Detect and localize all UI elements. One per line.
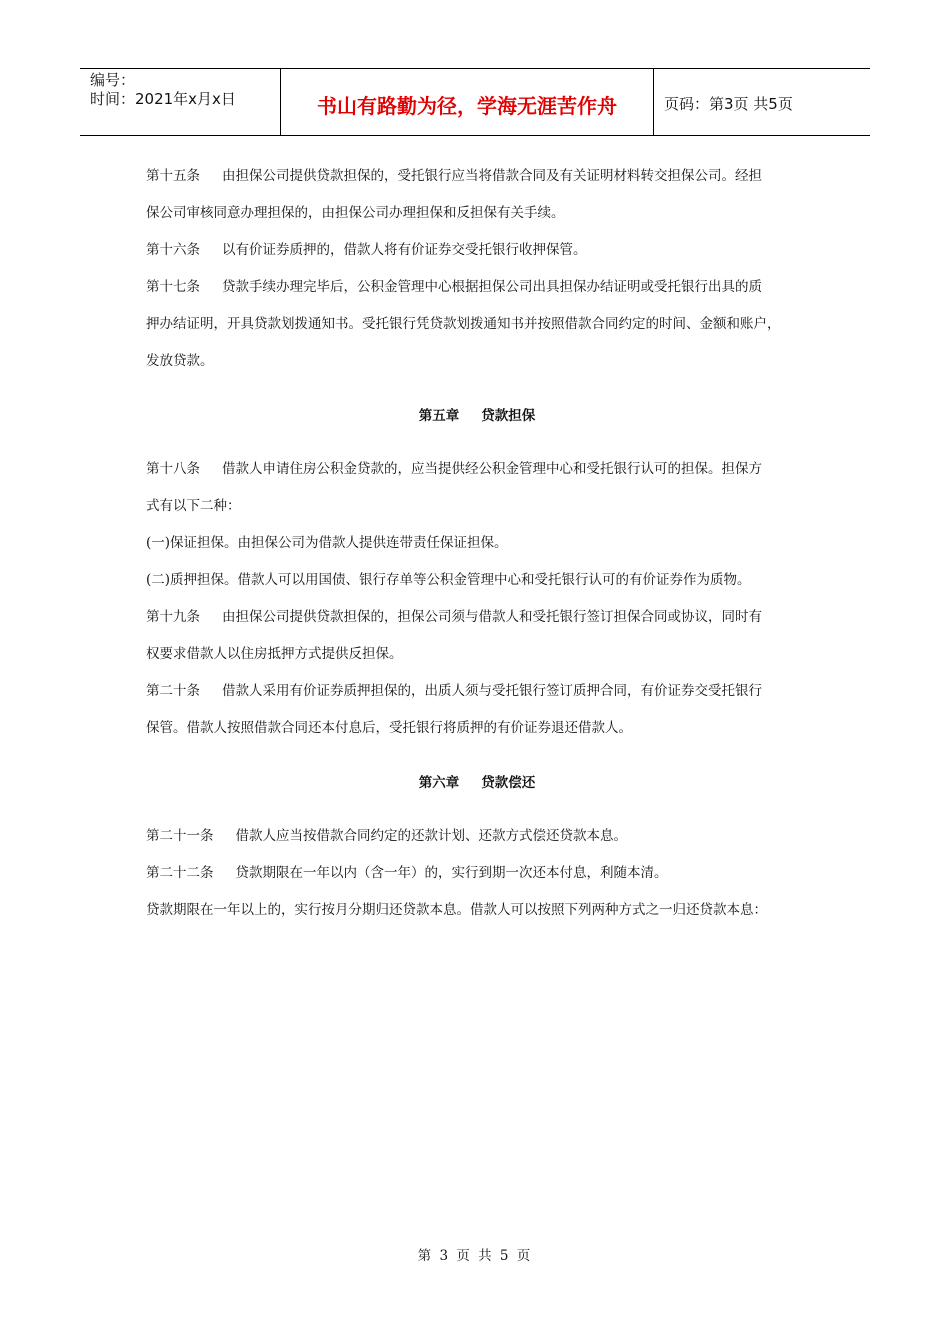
- article-text: 以有价证券质押的，借款人将有价证券交受托银行收押保管。: [222, 242, 587, 258]
- article-17-cont: 押办结证明，开具贷款划拨通知书。受托银行凭贷款划拨通知书并按照借款合同约定的时间、金额和账户，: [146, 316, 781, 332]
- chapter-5-heading: [146, 398, 808, 435]
- article-number: 第十六条: [146, 242, 200, 258]
- list-item-guarantee: (一)保证担保。由担保公司为借款人提供连带责任保证担保。: [146, 535, 508, 551]
- header-page-label: 页码：第3页 共5页: [664, 94, 793, 113]
- article-22: [146, 855, 808, 892]
- article-15-cont: 保公司审核同意办理担保的，由担保公司办理担保和反担保有关手续。: [146, 205, 565, 221]
- article-text: 借款人应当按借款合同约定的还款计划、还款方式偿还贷款本息。: [235, 828, 627, 844]
- article-19-cont: 权要求借款人以住房抵押方式提供反担保。: [146, 646, 403, 662]
- list-item-pledge: (二)质押担保。借款人可以用国债、银行存单等公积金管理中心和受托银行认可的有价证券作为质物。: [146, 572, 751, 588]
- chapter-6-heading: [146, 765, 808, 802]
- page-footer: 第 3 页 共 5 页: [417, 1248, 533, 1264]
- article-number: 第十八条: [146, 461, 200, 477]
- article-text: 借款人采用有价证券质押担保的，出质人须与受托银行签订质押合同，有价证券交受托银行: [222, 683, 762, 699]
- document-body: [146, 158, 808, 929]
- article-20-cont: 保管。借款人按照借款合同还本付息后，受托银行将质押的有价证券退还借款人。: [146, 720, 632, 736]
- header-motto: 书山有路勤为径，学海无涯苦作舟: [281, 69, 654, 135]
- article-15: [146, 158, 808, 195]
- article-text: 贷款手续办理完毕后，公积金管理中心根据担保公司出具担保办结证明或受托银行出具的质: [222, 279, 762, 295]
- article-18-cont: 式有以下二种：: [146, 498, 241, 514]
- document-time-label: 时间：2021年x月x日: [90, 90, 236, 108]
- article-20: [146, 673, 808, 710]
- article-18: [146, 451, 808, 488]
- article-number: 第十七条: [146, 279, 200, 295]
- chapter-title: 贷款担保: [481, 408, 536, 424]
- article-number: 第二十二条: [146, 865, 214, 881]
- article-17-cont: 发放贷款。: [146, 353, 214, 369]
- chapter-title: 贷款偿还: [481, 775, 536, 791]
- header-meta: [80, 69, 281, 135]
- article-16: [146, 232, 808, 269]
- article-text: 借款人申请住房公积金贷款的，应当提供经公积金管理中心和受托银行认可的担保。担保方: [222, 461, 762, 477]
- article-number: 第二十一条: [146, 828, 214, 844]
- article-19: [146, 599, 808, 636]
- chapter-number: 第五章: [418, 408, 460, 424]
- article-21: [146, 818, 808, 855]
- chapter-number: 第六章: [418, 775, 460, 791]
- article-text: 由担保公司提供贷款担保的，担保公司须与借款人和受托银行签订担保合同或协议，同时有: [222, 609, 762, 625]
- repayment-paragraph: 贷款期限在一年以上的，实行按月分期归还贷款本息。借款人可以按照下列两种方式之一归还贷款本息：: [146, 902, 767, 918]
- article-number: 第二十条: [146, 683, 200, 699]
- article-text: 由担保公司提供贷款担保的，受托银行应当将借款合同及有关证明材料转交担保公司。经担: [222, 168, 762, 184]
- article-number: 第十九条: [146, 609, 200, 625]
- article-number: 第十五条: [146, 168, 200, 184]
- article-text: 贷款期限在一年以内（含一年）的，实行到期一次还本付息，利随本清。: [235, 865, 668, 881]
- article-17: [146, 269, 808, 306]
- page-header: [80, 68, 870, 136]
- document-number-label: 编号：: [90, 71, 136, 89]
